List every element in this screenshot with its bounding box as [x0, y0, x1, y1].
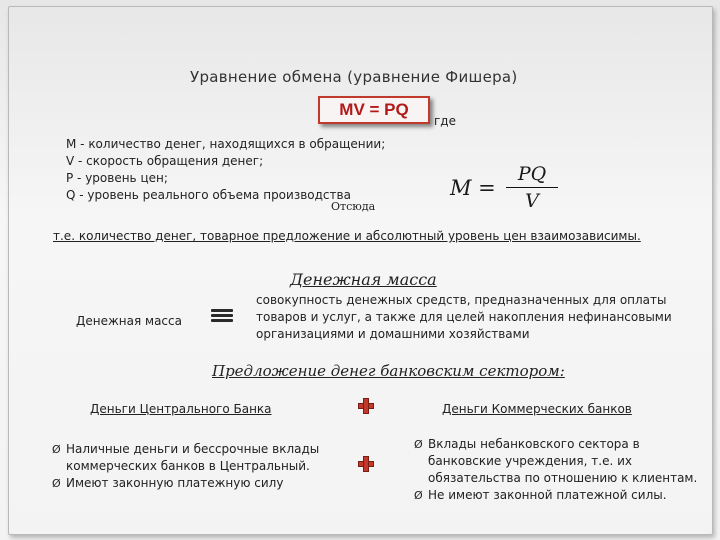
definition-line: товаров и услуг, а также для целей накопления нефинансовыми — [256, 310, 672, 324]
money-supply-heading: Денежная масса — [290, 270, 437, 289]
central-bank-money-title: Деньги Центрального Банка — [90, 402, 272, 416]
conclusion-text: т.е. количество денег, товарное предложение и абсолютный уровень цен взаимозависимы. — [53, 229, 641, 243]
arrow-bullet-icon: Ø — [52, 477, 61, 490]
plus-icon — [358, 456, 374, 472]
commercial-bank-money-title: Деньги Коммерческих банков — [442, 402, 632, 416]
arrow-bullet-icon: Ø — [414, 438, 423, 451]
arrow-bullet-icon: Ø — [52, 443, 61, 456]
formula-numerator: PQ — [517, 163, 547, 185]
definitions-list — [66, 136, 385, 204]
definition-item: Q - уровень реального объема производства — [66, 188, 351, 202]
definition-item: P - уровень цен; — [66, 171, 168, 185]
bank-supply-heading: Предложение денег банковским сектором: — [212, 362, 565, 380]
central-bank-list — [52, 441, 352, 492]
commercial-bank-list — [414, 436, 709, 504]
list-item: Ø Наличные деньги и бессрочные вклады коммерческих банков в Центральный. — [52, 442, 320, 473]
slide-title: Уравнение обмена (уравнение Фишера) — [190, 68, 518, 86]
list-item: Ø Вклады небанковского сектора в банковские учреждения, т.е. их обязательства по отношению к клиентам. — [414, 437, 698, 485]
money-supply-label: Денежная масса — [76, 314, 182, 328]
money-supply-definition — [256, 292, 686, 343]
fisher-formula-box: MV = PQ — [318, 96, 430, 124]
definition-line: совокупность денежных средств, предназначенных для оплаты — [256, 293, 667, 307]
definition-item: M - количество денег, находящихся в обращении; — [66, 137, 386, 151]
formula-denominator: V — [525, 190, 539, 212]
derived-formula — [450, 162, 560, 216]
equivalence-icon — [211, 309, 233, 323]
formula-lhs: M = — [450, 176, 496, 200]
definition-item: V - скорость обращения денег; — [66, 154, 264, 168]
plus-icon — [358, 398, 374, 414]
where-label: где — [434, 114, 456, 128]
hence-label: Отсюда — [331, 200, 376, 213]
list-item: Ø Имеют законную платежную силу — [52, 476, 284, 490]
definition-line: организациями и домашними хозяйствами — [256, 327, 530, 341]
fraction-bar — [506, 187, 558, 188]
list-item: Ø Не имеют законной платежной силы. — [414, 488, 667, 502]
formula-fraction — [506, 162, 558, 213]
arrow-bullet-icon: Ø — [414, 489, 423, 502]
